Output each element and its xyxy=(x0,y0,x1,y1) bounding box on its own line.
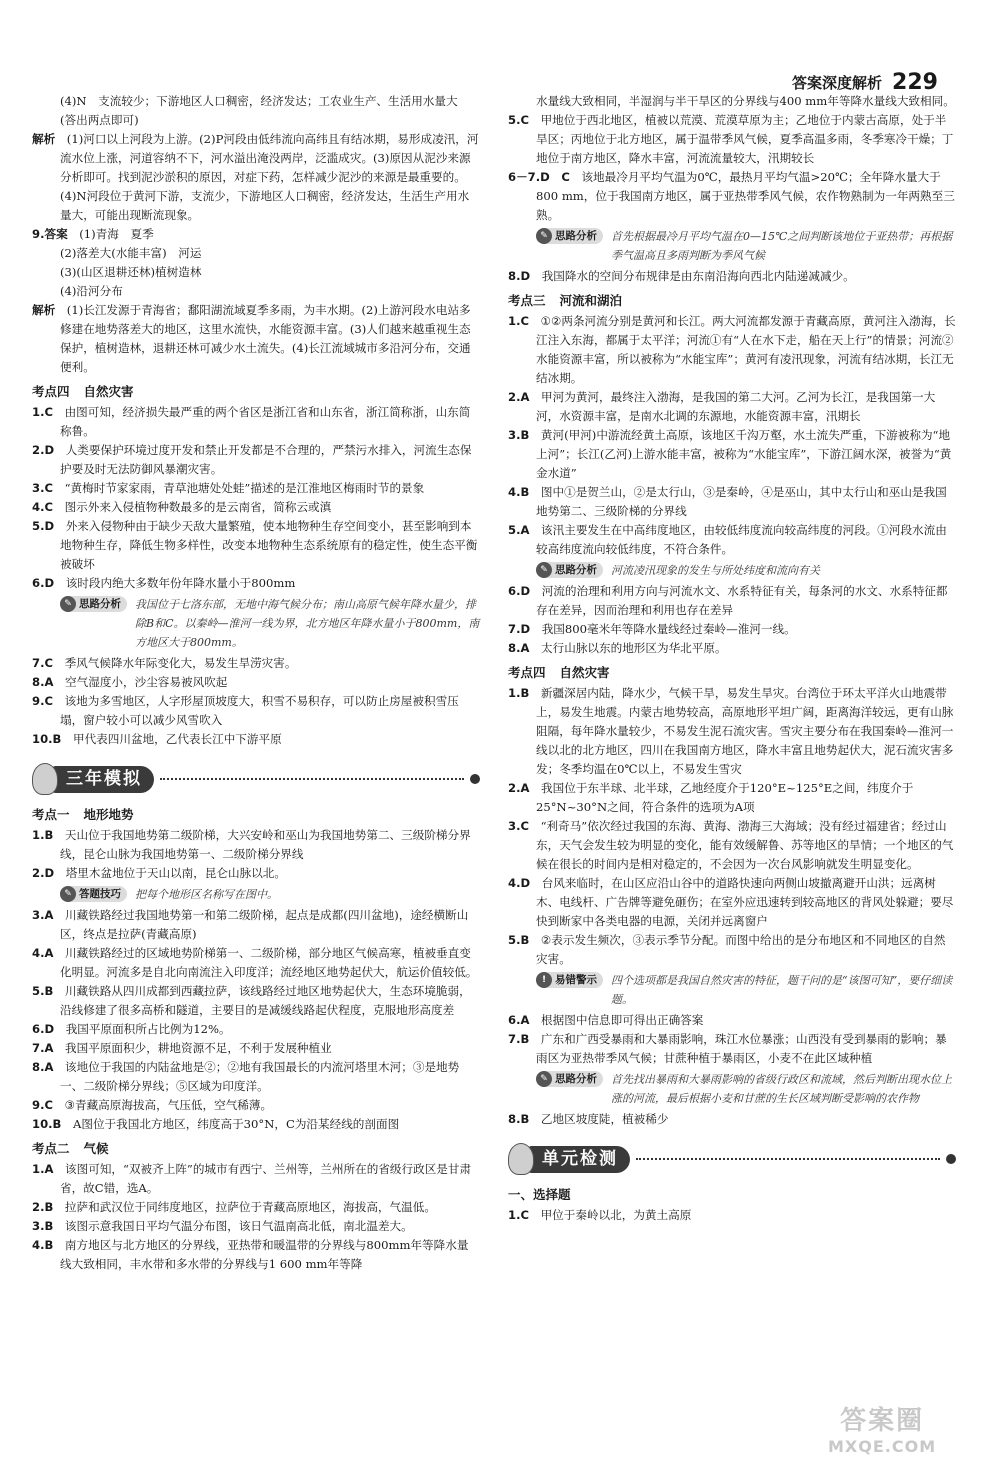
answer-key: 7.C xyxy=(32,656,65,670)
answer-item xyxy=(32,498,480,517)
answer-key: 5.A xyxy=(508,523,542,537)
answer-item xyxy=(508,168,956,225)
answer-item xyxy=(32,92,480,130)
answer-text: A图位于我国北方地区，纬度高于30°N，C为沿某经线的剖面图 xyxy=(72,1117,400,1131)
answer-item xyxy=(508,931,956,969)
answer-item xyxy=(508,779,956,817)
section-heading: 考点二 气候 xyxy=(32,1141,109,1156)
answer-item xyxy=(32,1020,480,1039)
answer-text: 我国平原面积少，耕地资源不足，不利于发展种植业 xyxy=(65,1041,332,1055)
answer-text: ①②两条河流分别是黄河和长江。两大河流都发源于青藏高原，黄河注入渤海，长江注入东海，都属于太平洋；河流①有“人在水下走，船在天上行”的情景；河流②水能资源丰富，所以被称为“水能宝库”；黄河有凌汛现象，河流有结冰期，长江无结冰期。 xyxy=(536,314,956,385)
answer-item xyxy=(508,388,956,426)
answer-text: 拉萨和武汉位于同纬度地区，拉萨位于青藏高原地区，海拔高，气温低。 xyxy=(64,1200,436,1214)
answer-item xyxy=(508,639,956,658)
answer-key: 3.C xyxy=(32,481,65,495)
watermark: 答案圈 MXQE.COM xyxy=(828,1406,937,1456)
answer-key: 9.C xyxy=(32,694,65,708)
answer-text: 空气湿度小，沙尘容易被风吹起 xyxy=(65,675,228,689)
answer-text: (1)河口以上河段为上游。(2)P河段由低纬流向高纬且有结冰期，易形成凌汛，河流水位上涨，河道容纳不下，河水溢出淹没两岸，泛滥成灾。(3)原因从泥沙来源分析即可。找到泥沙淤积的原因，对症下药，怎样减少泥沙的来源是最重要的。(4)N河段位于黄河下游，支流少，下游地区人口稠密，经济发达，生活生产用水量大，可能出现断流现象。 xyxy=(60,132,479,222)
answer-item xyxy=(508,312,956,388)
answer-item xyxy=(32,826,480,864)
answer-text: 川藏铁路从四川成都到西藏拉萨，该线路经过地区地势起伏大，生态环境脆弱，沿线修建了很多高桥和隧道，主要目的是减缓线路起伏程度，克服地形高度差 xyxy=(60,984,471,1017)
answer-key: 7.A xyxy=(32,1041,66,1055)
answer-key: 3.B xyxy=(508,428,541,442)
answer-key: 4.D xyxy=(508,876,542,890)
answer-text: (1)青海 夏季 xyxy=(79,227,154,241)
answer-item xyxy=(32,130,480,225)
tip-box: ✎ 思路分析 首先找出暴雨和大暴雨影响的省级行政区和流域，然后判断出现水位上涨的河流，最后根据小麦和甘蔗的生长区域判断受影响的农作物 xyxy=(536,1070,956,1108)
idea-icon: ✎ xyxy=(60,886,76,902)
answer-item xyxy=(32,1039,480,1058)
answer-item xyxy=(32,301,480,377)
tip-box: ✎ 思路分析 河流凌汛现象的发生与所处纬度和流向有关 xyxy=(536,561,956,580)
answer-text: 河流的治理和利用方向与河流水文、水系特征有关，每条河的水文、水系特征都存在差异，因而治理和利用也存在差异 xyxy=(536,584,948,617)
answer-text: 甲位于秦岭以北，为黄土高原 xyxy=(540,1208,692,1222)
idea-icon: ✎ xyxy=(536,1071,552,1087)
answer-item xyxy=(32,1058,480,1096)
answer-item xyxy=(32,1160,480,1198)
answer-text: 根据图中信息即可得出正确答案 xyxy=(541,1013,704,1027)
answer-item xyxy=(508,874,956,931)
answer-item xyxy=(32,1115,480,1134)
tip-box: ✎ 思路分析 我国位于七洛东部，无地中海气候分布；南山高原气候年降水量少，排除B和C。以秦岭—淮河一线为界，北方地区年降水量小于800mm，南方地区大于800mm。 xyxy=(60,595,480,652)
answer-key: 2.B xyxy=(32,1200,65,1214)
answer-item xyxy=(32,906,480,944)
answer-item xyxy=(32,263,480,282)
answer-key: 1.C xyxy=(508,314,541,328)
answer-item xyxy=(508,1110,956,1129)
answer-key: 4.A xyxy=(32,946,66,960)
answer-text: 我国平原面积所占比例为12%。 xyxy=(65,1022,231,1036)
answer-text: 季风气候降水年际变化大，易发生旱涝灾害。 xyxy=(64,656,297,670)
answer-item xyxy=(508,620,956,639)
answer-key: 5.B xyxy=(32,984,65,998)
section-heading: 一、选择题 xyxy=(508,1187,571,1202)
answer-text: 新疆深居内陆，降水少，气候干旱，易发生旱灾。台湾位于环太平洋火山地震带上，易发生地震。内蒙古地势较高，高原地形平坦广阔，距离海洋较远，更有山脉阻隔，每年降水量较少，不易发生泥石流灾害。雪灾主要分布在我国秦岭—淮河一线以北的北方地区，四川在我国南方地区，降水丰富且地势起伏大，泥石流灾害多发；冬季均温在0℃以上，不易发生雪灾 xyxy=(536,686,954,776)
answer-text: 该时段内绝大多数年份年降水量小于800mm xyxy=(65,576,296,590)
answer-item xyxy=(32,654,480,673)
answer-item xyxy=(32,944,480,982)
answer-item xyxy=(32,1217,480,1236)
answer-key: 1.A xyxy=(32,1162,66,1176)
answer-item xyxy=(508,684,956,779)
answer-text: (1)长江发源于青海省；鄱阳湖流域夏季多雨，为丰水期。(2)上游河段水电站多修建在地势落差大的地区，这里水流快，水能资源丰富。(3)人们越来越重视生态保护，植树造林，退耕还林可减少水土流失。(4)长江流域城市多沿河分布，交通便利。 xyxy=(60,303,471,374)
answer-text: 我国降水的空间分布规律是由东南沿海向西北内陆递减减少。 xyxy=(541,269,855,283)
answer-text: ②表示发生频次，③表示季节分配。而图中给出的是分布地区和不同地区的自然灾害。 xyxy=(536,933,946,966)
answer-item xyxy=(32,673,480,692)
answer-item xyxy=(32,1096,480,1115)
answer-key: 8.A xyxy=(508,641,542,655)
answer-item xyxy=(32,1198,480,1217)
answer-key: 1.B xyxy=(32,828,65,842)
answer-text: 乙地区坡度陡，植被稀少 xyxy=(540,1112,669,1126)
answer-text: 该汛主要发生在中高纬度地区，由较低纬度流向较高纬度的河段。①河段水流由较高纬度流向较低纬度，不符合条件。 xyxy=(536,523,947,556)
answer-text: 南方地区与北方地区的分界线，亚热带和暖温带的分界线与800mm年等降水量线大致相同，丰水带和多水带的分界线与1 600 mm年等降 xyxy=(60,1238,469,1271)
answer-text: 该地位于我国的内陆盆地是②；②地有我国最长的内流河塔里木河；③是地势一、二级阶梯分界线；⑤区域为印度洋。 xyxy=(60,1060,460,1093)
answer-text: (3)(山区退耕还林)植树造林 xyxy=(60,265,202,279)
answer-text: 该地最冷月平均气温为0℃，最热月平均气温>20℃；全年降水量大于800 mm，位于我国南方地区，属于亚热带季风气候，农作物熟制为一年两熟至三熟。 xyxy=(536,170,955,222)
answer-item xyxy=(32,574,480,593)
answer-key: 6－7.D C xyxy=(508,170,582,184)
tip-box: ! 易错警示 四个选项都是我国自然灾害的特征，题干问的是“该图可知”，要仔细读题。 xyxy=(536,971,956,1009)
answer-key: 1.C xyxy=(32,405,65,419)
answer-key: 5.C xyxy=(508,113,541,127)
answer-key: 7.B xyxy=(508,1032,541,1046)
answer-key: 8.A xyxy=(32,1060,66,1074)
answer-item xyxy=(32,441,480,479)
section-heading: 考点三 河流和湖泊 xyxy=(508,293,623,308)
answer-key: 6.D xyxy=(32,1022,66,1036)
answer-item xyxy=(32,517,480,574)
idea-icon: ✎ xyxy=(536,228,552,244)
answer-text: 外来入侵物种由于缺少天敌大量繁殖，使本地物种生存空间变小，甚至影响到本地物种生存，降低生物多样性，改变本地物种生态系统原有的稳定性，使生态平衡被破坏 xyxy=(60,519,478,571)
answer-item xyxy=(508,1206,956,1225)
section-heading: 考点四 自然灾害 xyxy=(508,665,610,680)
answer-key: 10.B xyxy=(32,732,73,746)
answer-text: 太行山脉以东的地形区为华北平原。 xyxy=(541,641,727,655)
answer-key: 7.D xyxy=(508,622,542,636)
tip-box: ✎ 答题技巧 把每个地形区名称写在图中。 xyxy=(60,885,480,904)
answer-text: 图示外来入侵植物种数最多的是云南省，简称云或滇 xyxy=(64,500,332,514)
warning-icon: ! xyxy=(536,972,552,988)
answer-text: (2)落差大(水能丰富) 河运 xyxy=(60,246,202,260)
answer-item xyxy=(508,817,956,874)
answer-key: 2.A xyxy=(508,781,542,795)
answer-item xyxy=(32,1236,480,1274)
answer-text: 广东和广西受暴雨和大暴雨影响，珠江水位暴涨；山西没有受到暴雨的影响；暴雨区为亚热带季风气候；甘蔗种植于暴雨区，小麦不在此区域种植 xyxy=(536,1032,947,1065)
answer-key: 2.D xyxy=(32,443,66,457)
answer-key: 9.C xyxy=(32,1098,65,1112)
answer-item xyxy=(32,282,480,301)
answer-key: 3.B xyxy=(32,1219,65,1233)
answer-key: 6.A xyxy=(508,1013,542,1027)
answer-text: ③青藏高原海拔高，气压低，空气稀薄。 xyxy=(64,1098,273,1112)
answer-key: 解析 xyxy=(32,303,67,317)
answer-key: 1.B xyxy=(508,686,541,700)
answer-text: 塔里木盆地位于天山以南，昆仑山脉以北。 xyxy=(65,866,286,880)
answer-text: 天山位于我国地势第二级阶梯，大兴安岭和巫山为我国地势第二、三级阶梯分界线，昆仑山脉为我国地势第一、二级阶梯分界线 xyxy=(60,828,471,861)
answer-text: 水量线大致相同，半湿润与半干旱区的分界线与400 mm年等降水量线大致相同。 xyxy=(536,94,955,108)
answer-text: 该图示意我国日平均气温分布图，该日气温南高北低，南北温差大。 xyxy=(64,1219,413,1233)
section-heading: 考点一 地形地势 xyxy=(32,807,134,822)
answer-key: 解析 xyxy=(32,132,67,146)
answer-text: 甲代表四川盆地，乙代表长江中下游平原 xyxy=(72,732,282,746)
answer-text: 甲河为黄河，最终注入渤海，是我国的第二大河。乙河为长江，是我国第一大河，水资源丰富，是南水北调的东源地，水能资源丰富，汛期长 xyxy=(536,390,936,423)
answer-text: 川藏铁路经过的区域地势阶梯第一、二级阶梯，部分地区气候高寒，植被垂直变化明显。河流多是自北向南流注入印度洋；流经地区地势起伏大，航运价值较低。 xyxy=(60,946,478,979)
left-column xyxy=(32,92,480,1274)
answer-item xyxy=(508,1030,956,1068)
answer-item xyxy=(32,479,480,498)
answer-key: 3.A xyxy=(32,908,66,922)
answer-item xyxy=(32,244,480,263)
answer-text: (4)N 支流较少；下游地区人口稠密，经济发达；工农业生产、生活用水量大 (答出两点即可) xyxy=(60,94,470,127)
answer-key: 9.答案 xyxy=(32,227,80,241)
answer-item xyxy=(32,692,480,730)
idea-icon: ✎ xyxy=(536,562,552,578)
section-banner-danyuan: 单元检测 xyxy=(508,1141,956,1177)
answer-item xyxy=(508,582,956,620)
answer-text: 我国位于东半球、北半球，乙地经度介于120°E~125°E之间，纬度介于25°N~30°N之间，符合条件的选项为A项 xyxy=(536,781,914,814)
answer-key: 4.B xyxy=(32,1238,65,1252)
answer-key: 5.D xyxy=(32,519,66,533)
answer-text: 我国800毫米年等降水量线经过秦岭—淮河一线。 xyxy=(541,622,796,636)
answer-text: 该图可知，“双被齐上阵”的城市有西宁、兰州等，兰州所在的省级行政区是甘肃省，故C错，选A。 xyxy=(60,1162,472,1195)
answer-item xyxy=(508,267,956,286)
answer-text: 由图可知，经济损失最严重的两个省区是浙江省和山东省，浙江简称浙，山东简称鲁。 xyxy=(60,405,471,438)
answer-key: 2.D xyxy=(32,866,66,880)
header-title: 答案深度解析 xyxy=(792,73,883,92)
page-number: 229 xyxy=(892,69,938,95)
section-heading: 考点四 自然灾害 xyxy=(32,384,134,399)
answer-item xyxy=(32,225,480,244)
answer-text: “黄梅时节家家雨，青草池塘处处蛙”描述的是江淮地区梅雨时节的景象 xyxy=(64,481,425,495)
answer-text: 台风来临时，在山区应沿山谷中的道路快速向两侧山坡撤离避开山洪；远离树木、电线杆、广告牌等避免砸伤；在室外应迅速转到较高地区的背风处躲避；要尽快到断家中各类电器的电源，关闭并远离窗户 xyxy=(536,876,954,928)
answer-text: 该地为多雪地区，人字形屋顶坡度大，积雪不易积存，可以防止房屋被积雪压塌，窗户较小可以减少风雪吹入 xyxy=(60,694,459,727)
answer-item xyxy=(508,521,956,559)
idea-icon: ✎ xyxy=(60,596,76,612)
answer-key: 3.C xyxy=(508,819,541,833)
answer-text: 图中①是贺兰山，②是太行山，③是秦岭，④是巫山，其中太行山和巫山是我国地势第二、三级阶梯的分界线 xyxy=(536,485,947,518)
answer-text: 川藏铁路经过我国地势第一和第二级阶梯，起点是成都(四川盆地)，途经横断山区，终点是拉萨(青藏高原) xyxy=(60,908,469,941)
answer-key: 1.C xyxy=(508,1208,541,1222)
answer-item xyxy=(508,1011,956,1030)
answer-text: (4)沿河分布 xyxy=(60,284,123,298)
answer-key: 6.D xyxy=(508,584,542,598)
answer-text: 黄河(甲河)中游流经黄土高原，该地区千沟万壑，水土流失严重，下游被称为“地上河”；长江(乙河)上游水能丰富，被称为“水能宝库”，下游江阔水深，被誉为“黄金水道” xyxy=(536,428,952,480)
mascot-icon xyxy=(32,763,58,795)
section-banner-sannian: 三年模拟 xyxy=(32,761,480,797)
answer-item xyxy=(32,403,480,441)
answer-key: 10.B xyxy=(32,1117,73,1131)
answer-item xyxy=(508,426,956,483)
mascot-icon xyxy=(508,1143,534,1175)
answer-key: 2.A xyxy=(508,390,542,404)
answer-text: “利奇马”依次经过我国的东海、黄海、渤海三大海域；没有经过福建省；经过山东，天气会发生较为明显的变化，能有效缓解鲁、苏等地区的旱情；一个地区的气候在很长的时间内是相对稳定的，不会因为一次台风影响就发生明显变化。 xyxy=(536,819,954,871)
answer-item xyxy=(508,92,956,111)
answer-key: 8.B xyxy=(508,1112,541,1126)
answer-text: 人类要保护环境过度开发和禁止开发都是不合理的，严禁污水排入，河流生态保护要及时无法防御风暴潮灾害。 xyxy=(60,443,472,476)
answer-item xyxy=(32,864,480,883)
answer-item xyxy=(32,982,480,1020)
answer-item xyxy=(508,483,956,521)
answer-item xyxy=(32,730,480,749)
answer-key: 6.D xyxy=(32,576,66,590)
answer-key: 8.D xyxy=(508,269,542,283)
right-column xyxy=(508,92,956,1225)
answer-key: 4.B xyxy=(508,485,541,499)
answer-key: 8.A xyxy=(32,675,66,689)
answer-item xyxy=(508,111,956,168)
tip-box: ✎ 思路分析 首先根据最冷月平均气温在0—15℃之间判断该地位于亚热带；再根据季气温高且多雨判断为季风气候 xyxy=(536,227,956,265)
answer-key: 5.B xyxy=(508,933,541,947)
answer-key: 4.C xyxy=(32,500,65,514)
answer-text: 甲地位于西北地区，植被以荒漠、荒漠草原为主；乙地位于内蒙古高原，处于半旱区；丙地位于北方地区，属于温带季风气候，夏季高温多雨，冬季寒冷干燥；丁地位于南方地区，降水丰富，河流流量较大，汛期较长 xyxy=(536,113,954,165)
